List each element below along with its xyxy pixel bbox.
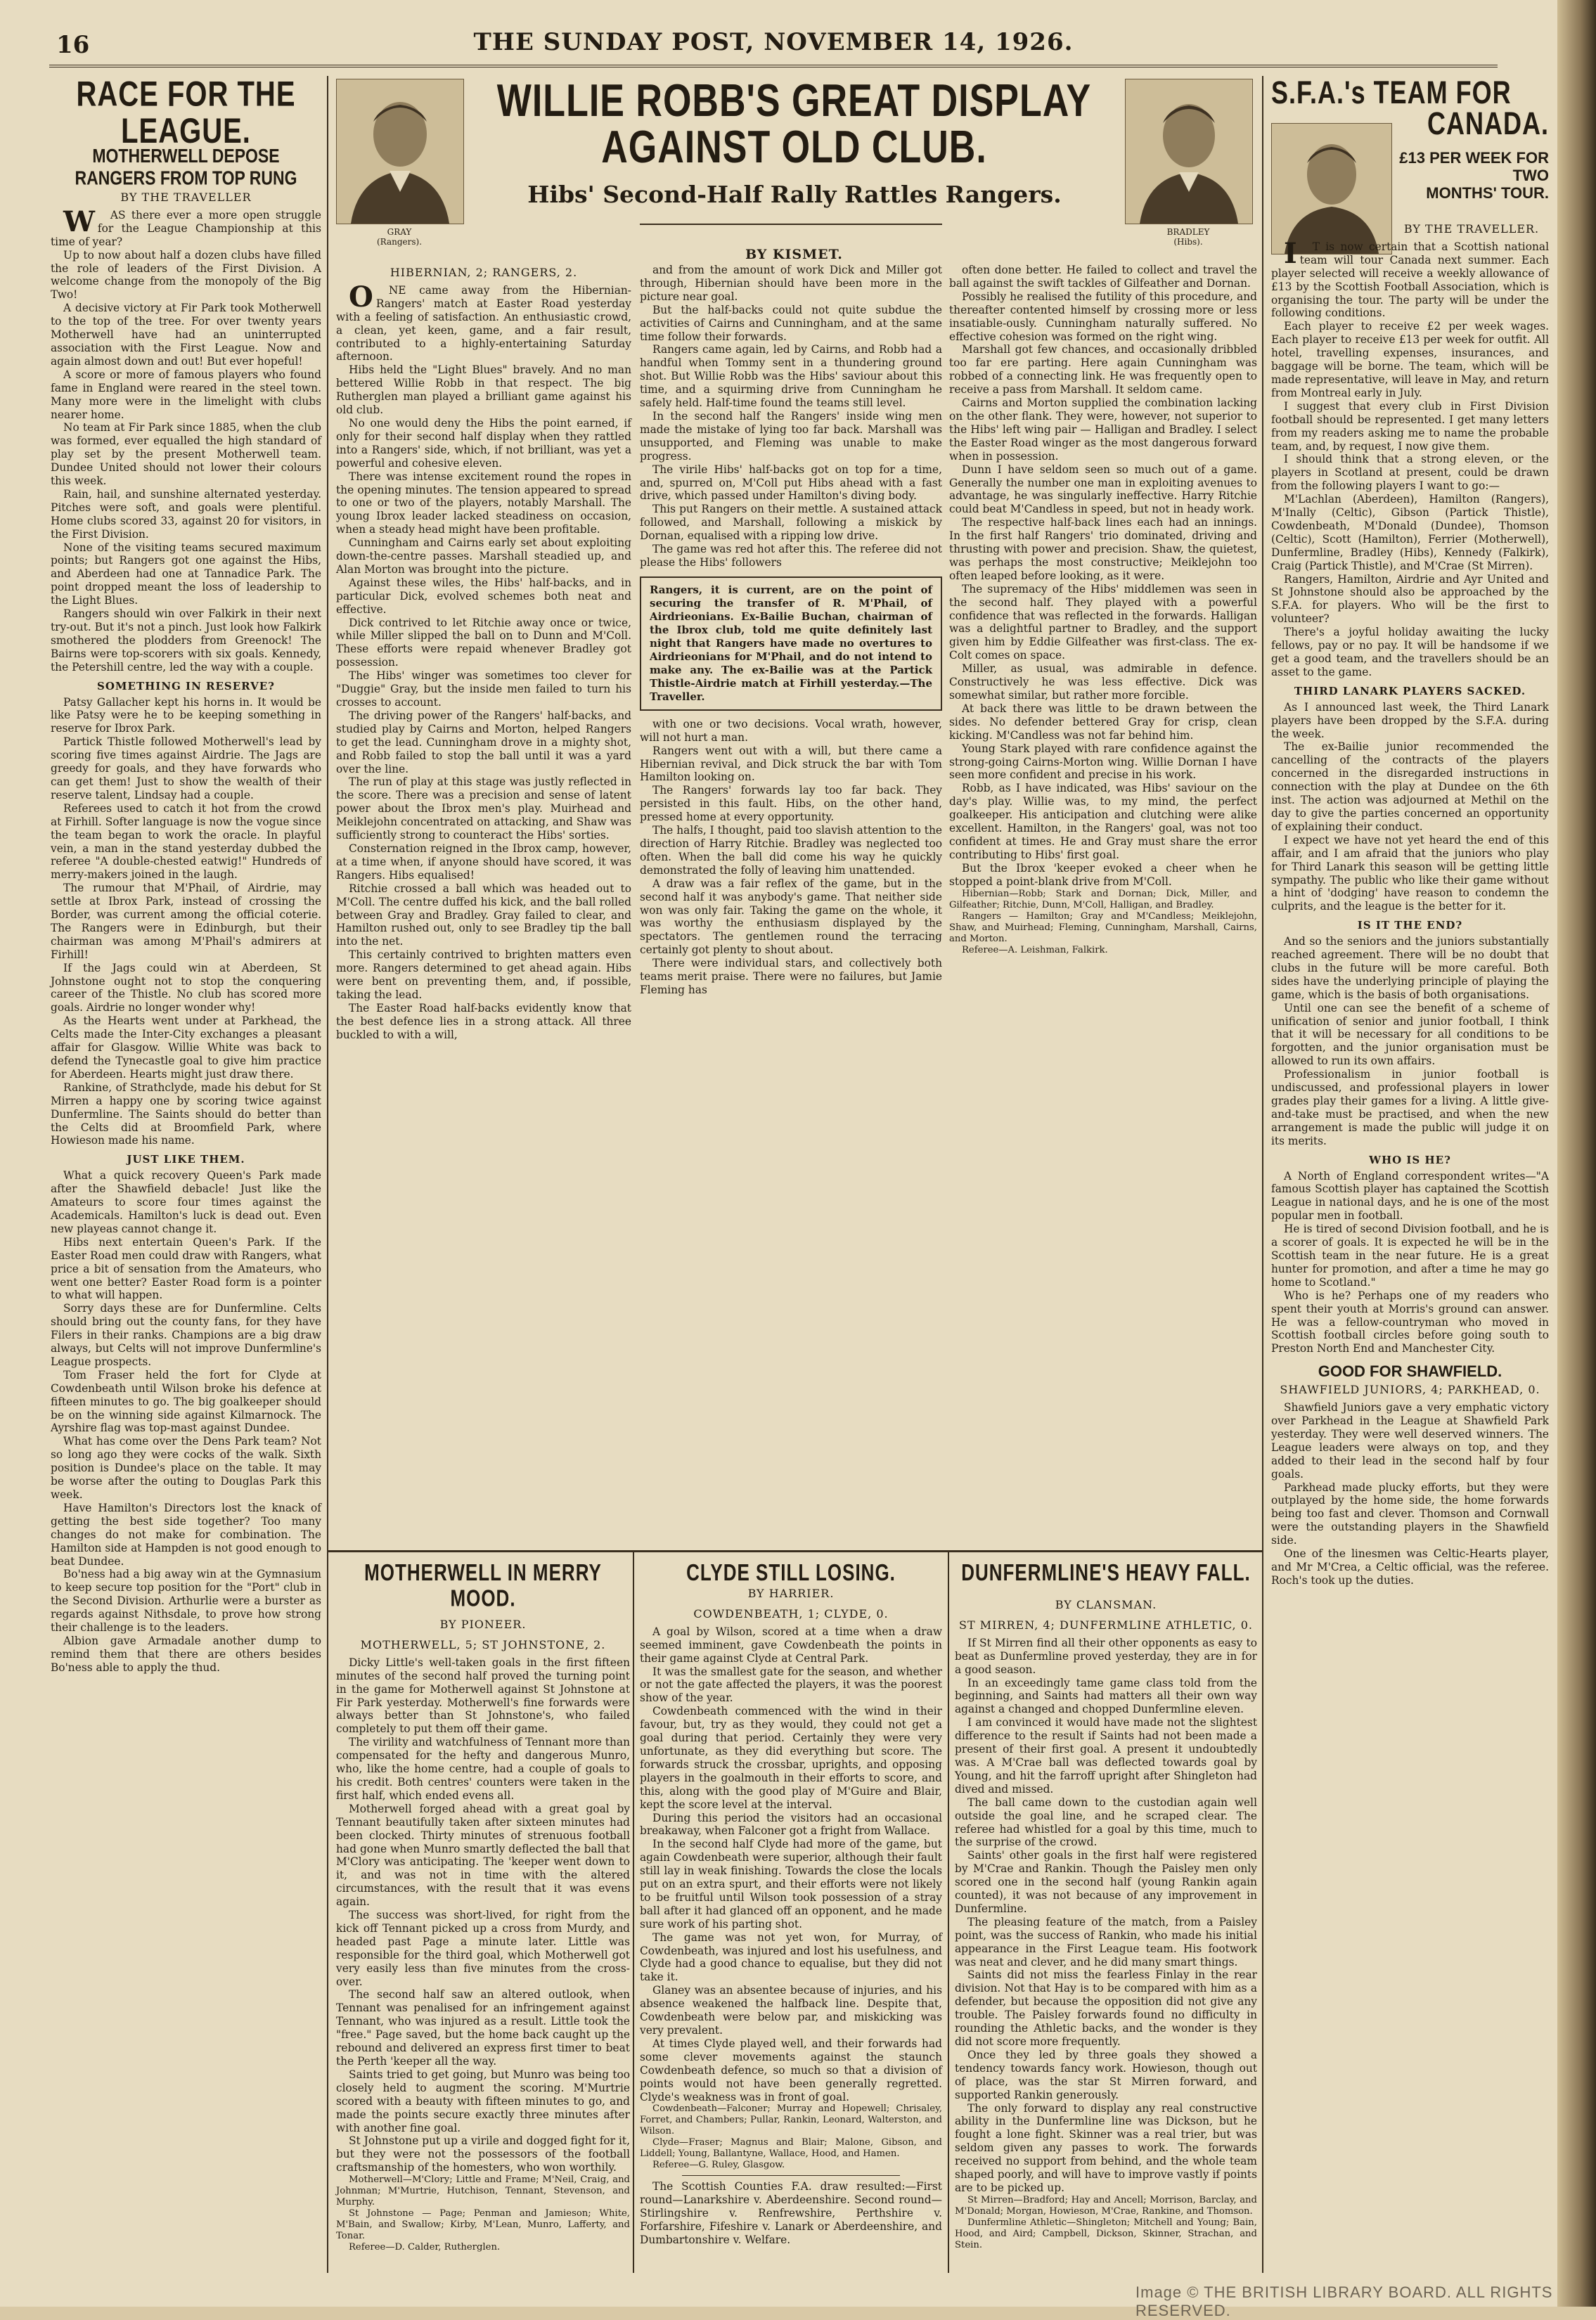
- paragraph: There's a joyful holiday awaiting the lucky fellows, pay or no pay. It will be handsome if we get a good team, and the travellers should be an asset to the game.: [1271, 626, 1549, 678]
- paragraph: Glaney was an absentee because of injuries, and his absence weakened the halfback line. Despite that, Cowdenbeath were below par, and miskicking was very prevalent.: [640, 1984, 942, 2037]
- paragraph: As the Hearts went under at Parkhead, the Celts made the Inter-City exchanges a pleasant affair for Glasgow. Willie White was back to defend the Tynecastle goal to give him practice for Aberdeen. Hearts might just draw there.: [51, 1014, 321, 1081]
- motherwell-article: [336, 1559, 630, 2273]
- paragraph: This put Rangers on their mettle. A sustained attack followed, and Marshall, following a miskick by Dornan, equalised with a ripping low drive.: [640, 503, 942, 543]
- paragraph: Saints' other goals in the first half were registered by M'Crae and Rankin. Though the Paisley men only scored one in the second half (young Rankin again counted), it was not because of any improvement in Dunfermline.: [955, 1849, 1257, 1915]
- paragraph: Miller, as usual, was admirable in defence. Constructively he was less effective. Dick was somewhat similar, but rather more forcible.: [949, 662, 1257, 702]
- paragraph: Shawfield Juniors gave a very emphatic victory over Parkhead in the League at Shawfield Park yesterday. They were well deserved winners. The League leaders were always on top, and they added to their lead in the second half by four goals.: [1271, 1401, 1549, 1481]
- paragraph: Hibernian—Robb; Stark and Dornan; Dick, Miller, and Gilfeather; Ritchie, Dunn, M'Coll, Halligan, and Bradley.: [949, 888, 1257, 910]
- robb-col2b-body: [640, 718, 942, 997]
- paragraph: often done better. He failed to collect and travel the ball against the swift tackles of Gilfeather and Dornan.: [949, 264, 1257, 290]
- race-for-the-league-article: [51, 76, 321, 2273]
- paragraph: Have Hamilton's Directors lost the knack of getting the best side together? Too many changes do not make for combination. The Hamilton side at Hampden is not good enough to beat Dundee.: [51, 1501, 321, 1568]
- paragraph: I expect we have not yet heard the end of this affair, and I am afraid that the juniors who play for Third Lanark this season will be getting little sympathy. The public who like their game without a hint of 'dodging' have reason to condemn the culprits, and the league is the better for it.: [1271, 833, 1549, 913]
- sfa-body: [1271, 236, 1549, 679]
- third-lanark-subhead: THIRD LANARK PLAYERS SACKED.: [1294, 684, 1526, 697]
- paragraph: WAS there ever a more open struggle for the League Championship at this time of year?: [51, 205, 321, 248]
- paragraph: If St Mirren find all their other opponents as easy to beat as Dunfermline proved yesterday, they are in for a good season.: [955, 1636, 1257, 1676]
- paragraph: Referee—G. Ruley, Glasgow.: [652, 2160, 785, 2171]
- paragraph: Motherwell forged ahead with a great goal by Tennant beautifully taken after sixteen minutes had been clocked. Thirty minutes of strenuous football had gone when Munro smartly deflected the ball that M'Clory was anticipating. The 'keeper went down to it, and was not in time with the altered circumstances, with the result that it was evens again.: [336, 1802, 630, 1909]
- paragraph: The respective half-back lines each had an innings. In the first half Rangers' trio dominated, driving and thrusting with power and precision. Shaw, the quietest, was perhaps the most constructive; Meiklejohn too often leaped before looking, as it were.: [949, 516, 1257, 582]
- gray-portrait: [336, 79, 464, 224]
- sfa-canada-article: [1271, 76, 1549, 2273]
- sfa-subhead-line-1: £13 PER WEEK FOR TWO: [1399, 149, 1549, 184]
- paragraph: Cowdenbeath—Falconer; Murray and Hopewell; Chrisaley, Forret, and Chambers; Pullar, Rankin, Leonard, Walterston, and Wilson.: [640, 2103, 942, 2137]
- paragraph: The game was not yet won, for Murray, of Cowdenbeath, was injured and lost his usefulness, and Clyde had a good chance to equalise, but they did not take it.: [640, 1931, 942, 1984]
- race-reserve-body: [51, 696, 321, 1148]
- paragraph: It was the smallest gate for the season, and whether or not the gate affected the players, it was the poorest show of the year.: [640, 1665, 942, 1705]
- bradley-caption-name: BRADLEY: [1166, 227, 1210, 237]
- paragraph: But the Ibrox 'keeper evoked a cheer when he stopped a point-blank drive from M'Coll.: [949, 861, 1257, 888]
- clyde-result: COWDENBEATH, 1; CLYDE, 0.: [693, 1606, 889, 1620]
- gray-caption-club: (Rangers).: [376, 237, 423, 247]
- clyde-team-lineups: [640, 2103, 942, 2171]
- paragraph: This certainly contrived to brighten matters even more. Rangers determined to get ahead again. Hibs were bent on preventing them, and, if possible, taking the lead.: [336, 948, 631, 1001]
- who-is-he-body: [1271, 1170, 1549, 1356]
- paragraph: M'Lachlan (Aberdeen), Hamilton (Rangers), M'Inally (Celtic), Gibson (Partick Thistle), Cowdenbeath, M'Donald (Dundee), Thomson (Celtic), Scott (Hamilton), Ferrier (Motherwell), Dunfermline, Bradley (Hibs), Kennedy (Falkirk), Craig (Partick Thistle), and M'Crae (St Mirren).: [1271, 493, 1549, 572]
- third-lanark-body: [1271, 701, 1549, 914]
- paragraph: There were individual stars, and collectively both teams merit praise. There were no failures, but Jamie Fleming has: [640, 957, 942, 996]
- paragraph: Cowdenbeath commenced with the wind in their favour, but, try as they would, they could not get a goal during that period. Certainly they were very unfortunate, as they did everything but score. The forwards struck the crossbar, uprights, and opposing players in the goalmouth in their efforts to score, and this, along with the good play of M'Guire and Blair, kept the score level at the interval.: [640, 1705, 942, 1811]
- dunfermline-byline: BY CLANSMAN.: [1055, 1598, 1157, 1611]
- dunfermline-team-lineups: [955, 2195, 1257, 2251]
- robb-subhead: Hibs' Second-Half Rally Rattles Rangers.: [527, 181, 1062, 208]
- paragraph: with one or two decisions. Vocal wrath, however, will not hurt a man.: [640, 717, 942, 744]
- shawfield-result: SHAWFIELD JUNIORS, 4; PARKHEAD, 0.: [1280, 1383, 1540, 1397]
- paragraph: Albion gave Armadale another dump to remind them that there are others besides Bo'ness able to apply the thud.: [51, 1634, 321, 1674]
- paragraph: Consternation reigned in the Ibrox camp, however, at a time when, if anyone should have scored, it was Rangers. Hibs equalised!: [336, 842, 631, 882]
- paragraph: No one would deny the Hibs the point earned, if only for their second half display when they rattled into a Rangers' side, which, if not brilliant, was yet a powerful and cohesive eleven.: [336, 416, 631, 470]
- paragraph: Professionalism in junior football is undiscussed, and professional players in lower grades play their games for a living. A little give-and-take must be practised, and when the new arrangement is made the public will judge it on its merits.: [1271, 1068, 1549, 1147]
- paragraph: Marshall got few chances, and occasionally dribbled too far ere parting. Here again Cunningham was robbed of a connecting link. He was frequently open to receive a pass from Marshall. It seldom came.: [949, 343, 1257, 397]
- paragraph: Who is he? Perhaps one of my readers who spent their youth at Morris's ground can answer. He was a fellow-countryman who moved in Scottish football circles before going south to Preston North End and Manchester City.: [1271, 1289, 1549, 1355]
- paragraph: Referee—A. Leishman, Falkirk.: [962, 944, 1108, 955]
- paragraph: Rangers came again, led by Cairns, and Robb had a handful when Tommy sent in a thundering ground shot. But Willie Robb was the Hibs' saviour about this time, and a squirming drive from Cunningham he safely held. Half-time found the teams still level.: [640, 343, 942, 410]
- paragraph: No team at Fir Park since 1885, when the club was formed, ever equalled the high standard of play set by the present Motherwell team. Dundee United should not lower their colours this week.: [51, 421, 321, 488]
- paragraph: Tom Fraser held the fort for Clyde at Cowdenbeath until Wilson broke his defence at fifteen minutes to go. The big goalkeeper should be on the winning side against Kilmarnock. The Ayrshire flag was top-mast against Dundee.: [51, 1368, 321, 1435]
- page-gutter: [1557, 0, 1596, 2307]
- paragraph: The ball came down to the custodian again well outside the goal line, and he scraped clear. The referee had whistled for a goal by this time, much to the surprise of the crowd.: [955, 1796, 1257, 1849]
- bradley-caption-club: (Hibs).: [1173, 237, 1203, 247]
- sfa-headline-line-1: S.F.A.'s TEAM FOR: [1271, 74, 1512, 110]
- paragraph: The halfs, I thought, paid too slavish attention to the direction of Harry Ritchie. Bradley was neglected too often. When the ball did come his way he quickly demonstrated the folly of leaving him unattended.: [640, 824, 942, 877]
- paragraph: Up to now about half a dozen clubs have filled the role of leaders of the First Division. A welcome change from the monopoly of the Big Two!: [51, 248, 321, 302]
- robb-column-1: [336, 264, 631, 1547]
- paragraph: In the second half the Rangers' inside wing men made the mistake of lying too far back. Marshall was unsupported, and Fleming was unable to make progress.: [640, 409, 942, 463]
- paragraph: Referee—D. Calder, Rutherglen.: [349, 2242, 501, 2253]
- paragraph: ONE came away from the Hibernian-Rangers' match at Easter Road yesterday with a feeling of satisfaction. An enthusiastic crowd, a clean, yet keen, game, and a fair result, contributed to a highly-entertaining Saturday afternoon.: [336, 280, 631, 363]
- paragraph: Against these wiles, the Hibs' half-backs, and in particular Dick, evolved schemes both neat and effective.: [336, 576, 631, 616]
- gray-caption: [336, 227, 463, 247]
- bradley-portrait: [1125, 79, 1253, 224]
- paragraph: Once they led by three goals they showed a tendency towards fancy work. Howieson, though out of place, was the star St Mirren forward, and supported Rankin generously.: [955, 2048, 1257, 2101]
- shawfield-body: [1271, 1401, 1549, 1587]
- paragraph: Each player to receive £2 per week wages. Each player to receive £13 per week for outfit. All hotel, travelling expenses, insurances, and baggage will be borne. The team, which will be made representative, will leave in May, and return from Montreal early in July.: [1271, 320, 1549, 399]
- paragraph: Rangers should win over Falkirk in their next try-out. But it's not a pinch. Just look how Falkirk smothered the plodders from Greenock! The Bairns were top-scorers with six goals. Kennedy, the Petershill centre, led the way with a couple.: [51, 607, 321, 674]
- dunfermline-article: [955, 1559, 1257, 2273]
- paragraph: Sorry days these are for Dunfermline. Celts should bring out the county fans, for they have Filers in their ranks. Champions are a big draw always, but Celts will not improve Dunfermline's League prospects.: [51, 1302, 321, 1368]
- paragraph: The ex-Bailie junior recommended the cancelling of the contracts of the players concerned in the disregarded instructions in connection with the play at Dundee on the 6th inst. The action was adjourned at Methil on the day to give the parties concerned an opportunity of explaining their conduct.: [1271, 740, 1549, 833]
- motherwell-body: [336, 1656, 630, 2174]
- paragraph: The success was short-lived, for right from the kick off Tennant picked up a cross from Murdy, and headed past Page a minute later. Little was responsible for the third goal, which Motherwell got very easily less than five minutes from the cross-over.: [336, 1909, 630, 1988]
- paragraph: Dicky Little's well-taken goals in the first fifteen minutes of the second half proved the turning point in the game for Motherwell against St Johnstone at Fir Park yesterday. Motherwell's fine forwards were always better than St Johnstone's, who failed completely to put them off their game.: [336, 1656, 630, 1736]
- paragraph: Rangers — Hamilton; Gray and M'Candless; Meiklejohn, Shaw, and Muirhead; Fleming, Cunningham, Marshall, Cairns, and Morton.: [949, 910, 1257, 944]
- race-reserve-subhead: SOMETHING IN RESERVE?: [97, 679, 275, 692]
- robb-col2-body: [640, 264, 942, 569]
- race-body: [51, 205, 321, 674]
- paragraph: Dunfermline Athletic—Shingleton; Mitchell and Young; Bain, Hood, and Aird; Campbell, Dickson, Skinner, Strachan, and Stein.: [955, 2217, 1257, 2250]
- masthead: [49, 27, 1498, 67]
- paragraph: A decisive victory at Fir Park took Motherwell to the top of the tree. For over twenty years Motherwell have had an uninterrupted association with the First League. Now and again almost down and out! But ever hopeful!: [51, 302, 321, 368]
- paragraph: The supremacy of the Hibs' middlemen was seen in the second half. They played with a powerful confidence that was reflected in the forwards. Halligan was a delightful partner to Bradley, and the support given him by Eddie Gilfeather was first-class. The ex-Colt comes on space.: [949, 582, 1257, 662]
- paragraph: There was intense excitement round the ropes in the opening minutes. The tension appeared to spread to one or two of the players, notably Marshall. The young Ibrox leader lacked steadiness on occasion, when a steady head might have been profitable.: [336, 470, 631, 536]
- shawfield-headline: GOOD FOR SHAWFIELD.: [1318, 1362, 1502, 1381]
- paragraph: One of the linesmen was Celtic-Hearts player, and Mr M'Crea, a Celtic official, was the referee. Roch's took up the duties.: [1271, 1547, 1549, 1587]
- paragraph: During this period the visitors had an occasional breakaway, when Falconer got a fright from Wallace.: [640, 1811, 942, 1838]
- paragraph: What has come over the Dens Park team? Not so long ago they were cocks of the walk. Sixth position is Dundee's place on the table. It may be worse after the outing to Douglas Park this week.: [51, 1435, 321, 1501]
- masthead-title: THE SUNDAY POST, NOVEMBER 14, 1926.: [473, 28, 1074, 56]
- robb-col3-body: [949, 264, 1257, 889]
- paragraph: Saints did not miss the fearless Finlay in the rear division. Not that Hay is to be compared with him as a defender, but because the opposition did not give any trouble. The Paisley forwards found no difficulty in rounding the Athletic backs, and the wonder is they did not score more frequently.: [955, 1968, 1257, 2048]
- paragraph: I should think that a strong eleven, or the players in Scotland at present, could be drawn from the following players I want to go:—: [1271, 453, 1549, 493]
- paragraph: If the Jags could win at Aberdeen, St Johnstone ought not to stop the conquering career of the Thistle. No club has scored more goals. Airdrie no longer wonder why!: [51, 961, 321, 1014]
- paragraph: Patsy Gallacher kept his horns in. It would be like Patsy were he to be keeping something in reserve for Ibrox Park.: [51, 695, 321, 735]
- clyde-headline: CLYDE STILL LOSING.: [686, 1558, 896, 1586]
- who-is-he-subhead: WHO IS HE?: [1369, 1153, 1451, 1166]
- paragraph: The Rangers' forwards lay too far back. They persisted in this fault. Hibs, on the other hand, pressed home at every opportunity.: [640, 784, 942, 824]
- robb-result: HIBERNIAN, 2; RANGERS, 2.: [390, 266, 578, 279]
- column-rule: [327, 76, 328, 2273]
- paragraph: St Johnstone — Page; Penman and Jamieson; White, M'Bain, and Swallow; Kirby, M'Lean, Munro, Lafferty, and Tonar.: [336, 2208, 630, 2242]
- sfa-byline: BY THE TRAVELLER.: [1403, 222, 1540, 236]
- robb-column-2: [640, 264, 942, 1547]
- paragraph: But the half-backs could not quite subdue the activities of Cairns and Cunningham, and at the same time follow their forwards.: [640, 303, 942, 343]
- paragraph: Hibs held the "Light Blues" bravely. And no man bettered Willie Robb in that respect. The big Rutherglen man played a brilliant game against his old club.: [336, 363, 631, 417]
- paragraph: The run of play at this stage was justly reflected in the score. There was a precision and sense of latent power about the Ibrox men's play. Muirhead and Meiklejohn concentrated on attacking, and Shaw was sufficiently strong to counteract the Hibs' sorties.: [336, 775, 631, 842]
- race-subhead: MOTHERWELL DEPOSE RANGERS FROM TOP RUNG: [75, 145, 297, 189]
- paragraph: Until one can see the benefit of a scheme of unification of senior and junior football, I think that it will be necessary for all conditions to be forgotten, and the junior organisation must be allowed to run its own affairs.: [1271, 1001, 1549, 1068]
- motherwell-headline: MOTHERWELL IN MERRY MOOD.: [364, 1558, 602, 1612]
- paragraph: In the second half Clyde had more of the game, but again Cowdenbeath were superior, although their fault still lay in weak finishing. Towards the close the locals put on an extra spurt, and their efforts were not likely to be fruitful until Wilson took possession of a stray ball after it had glanced off an opponent, and he made sure work of his parting shot.: [640, 1838, 942, 1931]
- paragraph: A North of England correspondent writes—"A famous Scottish player has captained the Scottish League in national days, and he is one of the most popular men in football.: [1271, 1169, 1549, 1223]
- motherwell-result: MOTHERWELL, 5; ST JOHNSTONE, 2.: [360, 1637, 606, 1651]
- robb-column-3: [949, 264, 1257, 1547]
- paragraph: As I announced last week, the Third Lanark players have been dropped by the S.F.A. during the week.: [1271, 700, 1549, 740]
- column-rule: [948, 1550, 949, 2273]
- paragraph: Rain, hail, and sunshine alternated yesterday. Pitches were soft, and goals were plentiful. Home clubs scored 33, against 20 for visitors, in the First Division.: [51, 487, 321, 541]
- is-it-the-end-subhead: IS IT THE END?: [1357, 919, 1463, 932]
- paragraph: At times Clyde played well, and their forwards had some clever movements against the staunch Cowdenbeath defence, so much so that a division of points would not have been generally regretted. Clyde's weakness was in front of goal.: [640, 2037, 942, 2103]
- page-number: 16: [56, 31, 90, 59]
- paragraph: Hibs next entertain Queen's Park. If the Easter Road men could draw with Rangers, what price a bit of sensation from the Amateurs, who went one better? Easter Road form is a pointer to what will happen.: [51, 1235, 321, 1302]
- paragraph: What a quick recovery Queen's Park made after the Shawfield debacle! Just like the Amateurs to score four times against the Academicals. Hamilton's luck is dead out. Even new playeas cannot change it.: [51, 1169, 321, 1235]
- paragraph: St Mirren—Bradford; Hay and Ancell; Morrison, Barclay, and M'Donald; Morgan, Howieson, M'Crae, Rankine, and Thomson.: [955, 2194, 1257, 2217]
- paragraph: The virility and watchfulness of Tennant more than compensated for the hefty and dangerous Munro, who, like the home centre, had a couple of goals to his credit. Both centres' counters were taken in the first half, which ended evens all.: [336, 1736, 630, 1802]
- motherwell-team-lineups: [336, 2174, 630, 2253]
- robb-col1-body: [336, 280, 631, 1042]
- paragraph: In an exceedingly tame game class told from the beginning, and Saints had matters all their own way against a changed and chopped Dunfermline eleven.: [955, 1676, 1257, 1716]
- paragraph: Rangers, Hamilton, Airdrie and Ayr United and St Johnstone should also be approached by the S.F.A. for players. Who will be the first to volunteer?: [1271, 572, 1549, 626]
- sfa-headline-line-2: CANADA.: [1427, 105, 1549, 141]
- paragraph: He is tired of second Division football, and he is a scorer of goals. It is expected he will be in the Scottish team in the near future. He is a great hunter for promotion, and after a time he may go home to Scotland.": [1271, 1223, 1549, 1289]
- race-like-subhead: JUST LIKE THEM.: [127, 1153, 245, 1166]
- paragraph: St Johnstone put up a virile and dogged fight for it, but they were not the possessors of the football craftsmanship of the homesters, who won worthily.: [336, 2134, 630, 2174]
- paragraph: The driving power of the Rangers' half-backs, and studied play by Cairns and Morton, helped Rangers to get the lead. Cunningham drove in a mighty shot, and Robb failed to stop the ball until it was a yard over the line.: [336, 709, 631, 775]
- paragraph: A score or more of famous players who found fame in England were reared in the steel town. Many more were in the limelight with clubs nearer home.: [51, 368, 321, 421]
- paragraph: Rankine, of Strathclyde, made his debut for St Mirren a happy one by scoring twice against Dunfermline. The Saints should do better than the Celts did at Broomfield Park, where Howieson made his name.: [51, 1081, 321, 1147]
- robb-team-lineups: [949, 889, 1257, 956]
- clyde-byline: BY HARRIER.: [747, 1587, 835, 1600]
- paragraph: And so the seniors and the juniors substantially reached agreement. There will be no doubt that clubs in the future will be more careful. Both sides have the underlying principle of playing the game, which is the basis of both organisations.: [1271, 935, 1549, 1001]
- race-byline: BY THE TRAVELLER: [120, 191, 252, 204]
- dunfermline-body: [955, 1637, 1257, 2195]
- paragraph: At back there was little to be drawn between the sides. No defender bettered Gray for crisp, clean kicking. M'Candless was not far behind him.: [949, 702, 1257, 742]
- paragraph: Saints tried to get going, but Munro was being too closely held to augment the scoring. M'Murtrie scored with a beauty with fifteen minutes to go, and made the points secure exactly three minutes after with another fine goal.: [336, 2068, 630, 2134]
- mphail-transfer-box: Rangers, it is current, are on the point of securing the transfer of R. M'Phail, of Airdrieonians. Ex-Bailie Buchan, chairman of the Ibrox club, told me quite definitely last night that Rangers have made no overtures to Airdrieonians for M'Phail, and do not intend to make any. The ex-Bailie was at the Partick Thistle-Airdrie match at Firhill yesterday.—The Traveller.: [640, 576, 942, 711]
- paragraph: Bo'ness had a big away win at the Gymnasium to keep secure top position for the "Port" club in the Second Division. Arthurlie were a burster as regards against Nithsdale, to prove how strong their challenge is to the leaders.: [51, 1568, 321, 1635]
- paragraph: Ritchie crossed a ball which was headed out to M'Coll. The centre duffed his kick, and the ball rolled between Gray and Bradley. Gray failed to clear, and Hamilton rushed out, only to see Bradley tip the ball into the net.: [336, 882, 631, 948]
- paragraph: Possibly he realised the futility of this procedure, and thereafter contented himself by crossing more or less insatiable-ously. Cunningham naturally suffered. No effective cohesion was formed on the right wing.: [949, 290, 1257, 343]
- paragraph: Rangers went out with a will, but there came a Hibernian revival, and Dick struck the bar with Tom Hamilton looking on.: [640, 744, 942, 784]
- paragraph: The game was red hot after this. The referee did not please the Hibs' followers: [640, 543, 942, 569]
- paragraph: The only forward to display any real constructive ability in the Dunfermline line was Dickson, but he fought a lone fight. Skinner was a real trier, but was seldom given any passes to work. The forwards received no support from behind, and the whole team shaped poorly, and will have to improve vastly if points are to be picked up.: [955, 2101, 1257, 2194]
- scottish-counties-draw: The Scottish Counties F.A. draw resulted:—First round—Lanarkshire v. Aberdeenshire. Second round—Stirlingshire v. Renfrewshire, Perthshire v. Forfarshire, Fifeshire v. Lanark or Aberdeenshire, and Dumbartonshire v. Welfare.: [640, 2180, 942, 2247]
- paragraph: A goal by Wilson, scored at a time when a draw seemed imminent, gave Cowdenbeath the points in their game against Clyde at Central Park.: [640, 1625, 942, 1665]
- paragraph: Young Stark played with rare confidence against the strong-going Cairns-Morton wing. Willie Dornan I have seen more confident and precise in his work.: [949, 742, 1257, 782]
- image-credit: Image © THE BRITISH LIBRARY BOARD. ALL RIGHTS RESERVED.: [1135, 2283, 1553, 2319]
- paragraph: A draw was a fair reflex of the game, but in the second half it was anybody's game. That neither side won was only fair. Taking the game on the whole, it was worthy the enthusiasm displayed by the spectators. The gentlemen round the terracing certainly got plenty to shout about.: [640, 877, 942, 957]
- gray-caption-name: GRAY: [387, 227, 412, 237]
- paragraph: Cunningham and Cairns early set about exploiting down-the-centre passes. Marshall steadied up, and Alan Morton was brought into the picture.: [336, 536, 631, 576]
- paragraph: Parkhead made plucky efforts, but they were outplayed by the home side, the home forwards being too fast and clever. Thomson and Cornwall were the outstanding players in the Shawfield side.: [1271, 1481, 1549, 1547]
- paragraph: The second half saw an altered outlook, when Tennant was penalised for an infringement against Tennant, who was injured as a result. Little took the "free." Page saved, but the home back caught up the rebound and delivered an express first timer to beat the Perth 'keeper all the way.: [336, 1988, 630, 2068]
- paragraph: Dunn I have seldom seen so much out of a game. Generally the number one man in exploiting avenues to advantage, he was singularly ineffective. Harry Ritchie could beat M'Candless in speed, but not in heady work.: [949, 463, 1257, 516]
- paragraph: None of the visiting teams secured maximum points; but Rangers got one against the Hibs, and Aberdeen had one at Tannadice Park. The point dropped meant the loss of leadership to the Light Blues.: [51, 541, 321, 607]
- bradley-caption: [1125, 227, 1251, 247]
- paragraph: I suggest that every club in First Division football should be represented. I get many letters from my readers asking me to name the probable team, and, by request, I now give them.: [1271, 399, 1549, 453]
- paragraph: and from the amount of work Dick and Miller got through, Hibernian should have been more in the picture near goal.: [640, 264, 942, 303]
- paragraph: The Easter Road half-backs evidently know that the best defence lies in a strong attack. All three buckled to with a will,: [336, 1001, 631, 1041]
- robb-byline: BY KISMET.: [745, 247, 843, 262]
- paragraph: The virile Hibs' half-backs got on top for a time, and, spurred on, M'Coll put Hibs ahead with a fast drive, which passed under Hamilton's diving body.: [640, 463, 942, 503]
- dunfermline-headline: DUNFERMLINE'S HEAVY FALL.: [961, 1558, 1251, 1586]
- robb-headline-line-2: AGAINST OLD CLUB.: [601, 122, 987, 173]
- paragraph: Clyde—Fraser; Magnus and Blair; Malone, Gibson, and Liddell; Young, Ballantyne, Wallace, Hood, and Hamen.: [640, 2137, 942, 2160]
- headline-rule: [640, 224, 942, 225]
- clyde-body: [640, 1625, 942, 2104]
- paragraph: I am convinced it would have made not the slightest difference to the result if Saints had not been made a present of their first goal. A present it undoubtedly was. A M'Crae ball was deflected towards goal by Young, and hit the farroff upright after Shingleton had dived and missed.: [955, 1716, 1257, 1796]
- paragraph: The pleasing feature of the match, from a Paisley point, was the success of Rankin, who made his initial appearance in the First League team. His footwork was neat and clever, and he did many smart things.: [955, 1915, 1257, 1968]
- race-headline: RACE FOR THE LEAGUE.: [76, 75, 296, 151]
- section-rule: [328, 1550, 1262, 1552]
- paragraph: The rumour that M'Phail, of Airdrie, may settle at Ibrox Park, instead of crossing the Border, was current among the official coterie. The Rangers were in Edinburgh, but their chairman was among M'Phail's admirers at Firhill!: [51, 882, 321, 961]
- motherwell-byline: BY PIONEER.: [439, 1618, 527, 1631]
- robb-headline-line-1: WILLIE ROBB'S GREAT DISPLAY: [496, 75, 1092, 127]
- paragraph: Referees used to catch it hot from the crowd at Firhill. Softer language is now the vogue since the team began to work the oracle. In playful vein, a man in the stand yesterday dubbed the referee "A double-chested eatwig!" Hundreds of merry-makers joined in the laugh.: [51, 801, 321, 882]
- paragraph: Motherwell—M'Clory; Little and Frame; M'Neil, Craig, and Johnman; M'Murtrie, Hutchison, Tennant, Stevenson, and Murphy.: [336, 2174, 630, 2208]
- paragraph: Cairns and Morton supplied the combination lacking on the other flank. They were, however, not superior to the Hibs' left wing pair — Halligan and Bradley. I select the Easter Road winger as the most dangerous forward when in possession.: [949, 397, 1257, 463]
- paragraph: Robb, as I have indicated, was Hibs' saviour on the day's play. Willie was, to my mind, the perfect goalkeeper. His anticipation and clutching were alike excellent. Hamilton, in the Rangers' goal, was not too confident at times. He and Gray must share the error contributing to Hibs' first goal.: [949, 782, 1257, 861]
- paragraph: The Hibs' winger was sometimes too clever for "Duggie" Gray, but the inside men failed to turn his crosses to account.: [336, 669, 631, 709]
- column-rule: [633, 1550, 634, 2273]
- race-like-body: [51, 1169, 321, 1674]
- clyde-article: [640, 1559, 942, 2273]
- sfa-subhead-line-2: MONTHS' TOUR.: [1426, 184, 1549, 202]
- paragraph: IT is now certain that a Scottish national team will tour Canada next summer. Each player selected will receive a weekly allowance of £13 by the Scottish Football Association, which is organising the tour. The party will be under the following conditions.: [1271, 236, 1549, 320]
- is-it-the-end-body: [1271, 935, 1549, 1148]
- dunfermline-result: ST MIRREN, 4; DUNFERMLINE ATHLETIC, 0.: [959, 1618, 1253, 1632]
- column-rule: [1262, 76, 1263, 2273]
- paragraph: Partick Thistle followed Motherwell's lead by scoring five times against Airdrie. The Jags are greedy for goals, and they have forwards who can get them! Just to show the wealth of their reserve talent, Lindsay had a couple.: [51, 735, 321, 801]
- paragraph: Dick contrived to let Ritchie away once or twice, while Miller slipped the ball on to Dunn and M'Coll. These efforts were repaid whenever Bradley got possession.: [336, 616, 631, 669]
